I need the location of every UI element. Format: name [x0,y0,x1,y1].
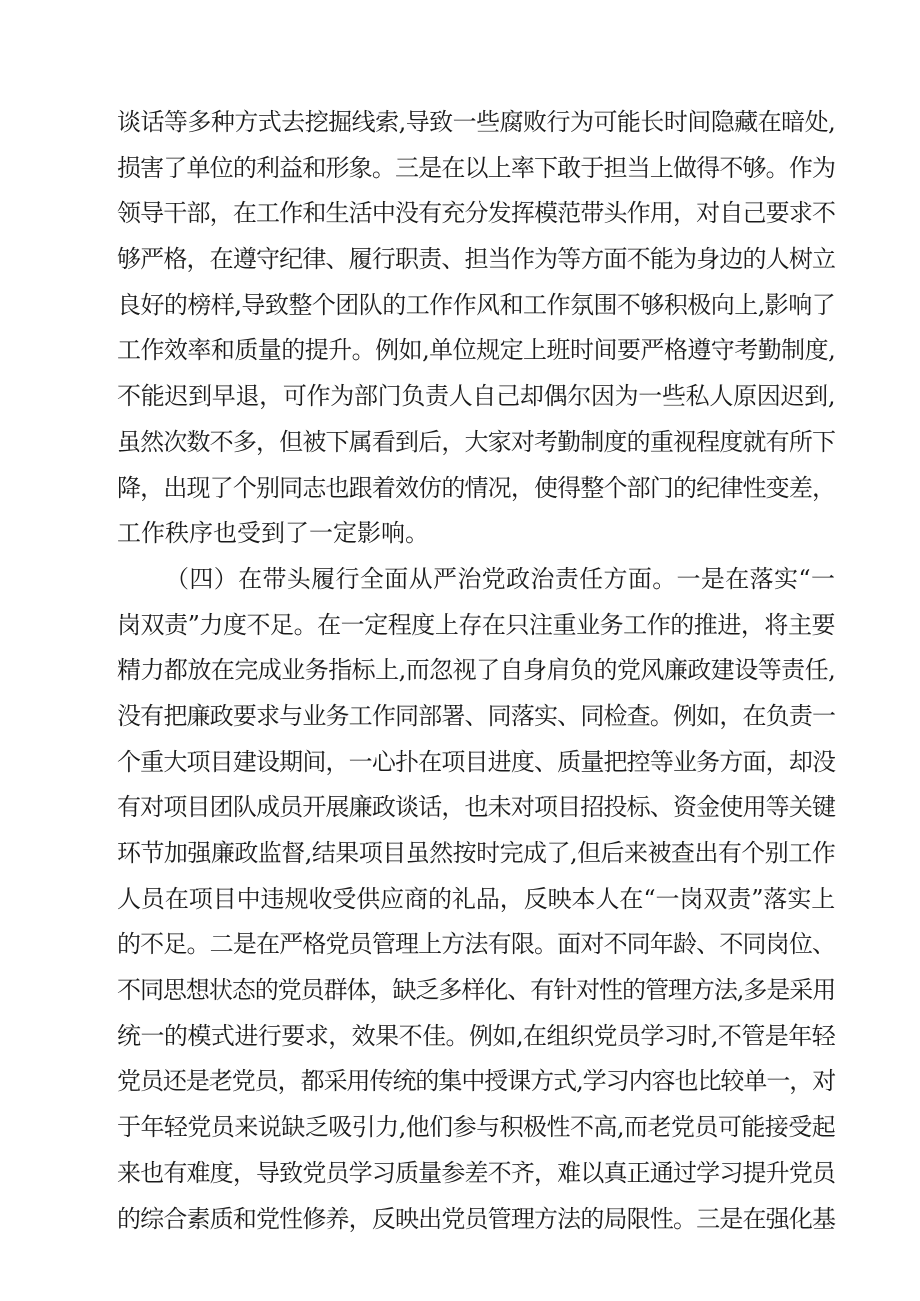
text-line: 谈话等多种方式去挖掘线索,导致一些腐败行为可能长时间隐藏在暗处, [117,108,835,136]
text-line: 良好的榜样,导致整个团队的工作作风和工作氛围不够积极向上,影响了 [117,290,835,319]
text-line: 精力都放在完成业务指标上,而忽视了自身肩负的党风廉政建设等责任, [117,656,835,685]
text-line: 环节加强廉政监督,结果项目虽然按时完成了,但后来被查出有个别工作 [117,839,835,867]
text-line: 人员在项目中违规收受供应商的礼品，反映本人在“一岗双责”落实上 [117,884,835,913]
text-line: 的不足。二是在严格党员管理上方法有限。面对不同年龄、不同岗位、 [117,930,835,959]
text-line: 不同思想状态的党员群体，缺乏多样化、有针对性的管理方法,多是采用 [117,976,835,1005]
text-line: 的综合素质和党性修养，反映出党员管理方法的局限性。三是在强化基 [117,1204,835,1233]
paragraph-heading-line: （四）在带头履行全面从严治党政治责任方面。一是在落实“一 [165,564,835,593]
text-line: 岗双责”力度不足。在一定程度上存在只注重业务工作的推进，将主要 [117,610,835,639]
text-line: 损害了单位的利益和形象。三是在以上率下敢于担当上做得不够。作为 [117,153,835,182]
text-line: 虽然次数不多，但被下属看到后，大家对考勤制度的重视程度就有所下 [117,427,835,456]
text-line: 领导干部，在工作和生活中没有充分发挥模范带头作用，对自己要求不 [117,199,835,228]
text-line: 统一的模式进行要求，效果不佳。例如,在组织党员学习时,不管是年轻 [117,1021,835,1050]
text-line: 不能迟到早退，可作为部门负责人自己却偶尔因为一些私人原因迟到, [117,382,835,411]
text-line: 工作效率和质量的提升。例如,单位规定上班时间要严格遵守考勤制度, [117,336,835,365]
document-body-text [117,100,835,1242]
text-line: 个重大项目建设期间，一心扑在项目进度、质量把控等业务方面，却没 [117,747,835,776]
text-line: 来也有难度，导致党员学习质量参差不齐，难以真正通过学习提升党员 [117,1158,835,1187]
text-line: 有对项目团队成员开展廉政谈话，也未对项目招投标、资金使用等关键 [117,793,835,822]
text-line: 没有把廉政要求与业务工作同部署、同落实、同检查。例如，在负责一 [117,701,835,730]
text-line: 党员还是老党员，都采用传统的集中授课方式,学习内容也比较单一，对 [117,1067,835,1096]
text-line: 工作秩序也受到了一定影响。 [117,519,429,548]
text-line: 降，出现了个别同志也跟着效仿的情况，使得整个部门的纪律性变差， [117,473,835,502]
text-line: 够严格，在遵守纪律、履行职责、担当作为等方面不能为身边的人树立 [117,245,835,274]
text-line: 于年轻党员来说缺乏吸引力,他们参与积极性不高,而老党员可能接受起 [117,1113,835,1142]
